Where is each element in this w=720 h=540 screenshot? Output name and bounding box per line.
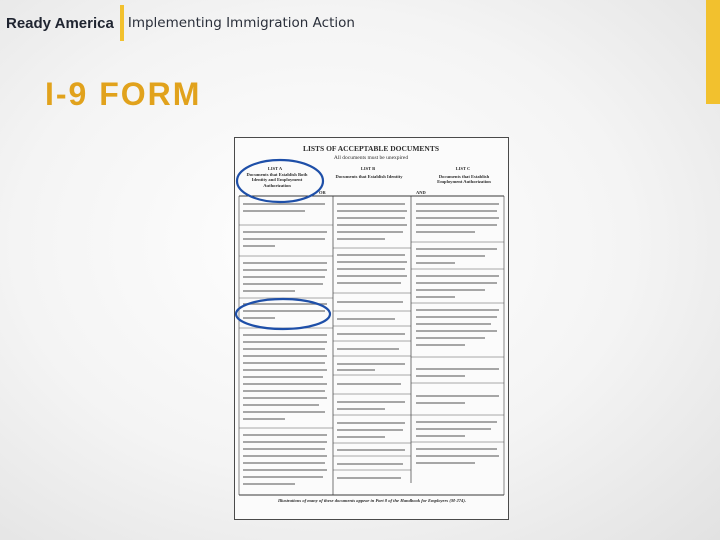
and-label: AND <box>416 190 426 195</box>
brand-header <box>0 0 720 46</box>
list-c-desc: Documents that Establish Employment Authorization <box>437 174 491 185</box>
list-a-title: LIST A <box>267 166 283 171</box>
accent-strip <box>706 0 720 104</box>
brand-divider <box>120 5 124 41</box>
doc-heading: LISTS OF ACCEPTABLE DOCUMENTS <box>302 144 440 153</box>
list-c-title: LIST C <box>455 166 471 171</box>
or-label: OR <box>319 190 326 195</box>
list-b-title: LIST B <box>360 166 376 171</box>
brand-tagline: Implementing Immigration Action <box>127 15 355 31</box>
i9-document-image <box>234 137 509 520</box>
doc-footer: Illustrations of many of these documents appear in Part 8 of the Handbook for Employers (M-274). <box>277 498 467 503</box>
brand-name: Ready America <box>6 14 114 32</box>
doc-subheading: All documents must be unexpired <box>333 155 409 161</box>
slide-title: I-9 FORM <box>45 76 202 112</box>
list-a-desc: Documents that Establish Both Identity and Employment Authorization <box>246 172 308 188</box>
list-b-desc: Documents that Establish Identity <box>335 174 403 179</box>
